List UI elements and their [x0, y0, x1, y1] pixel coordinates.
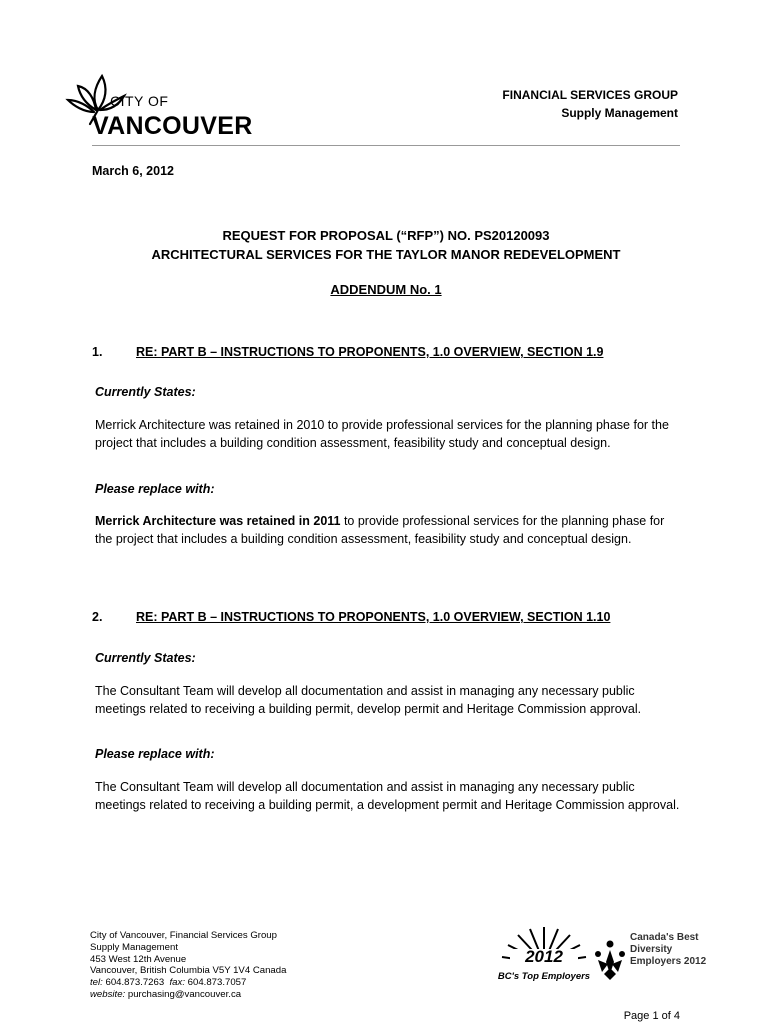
header-department: Supply Management: [561, 106, 678, 120]
bc-badge-year: 2012: [525, 947, 563, 966]
web-label: website:: [90, 988, 126, 1000]
diversity-figures-icon: [592, 938, 628, 982]
diversity-badge-text: [630, 932, 706, 968]
footer-phone-line: [90, 977, 286, 989]
section-2-currently-label: Currently States:: [95, 651, 196, 665]
footer-line-2: Supply Management: [90, 941, 178, 953]
section-2-currently-text: The Consultant Team will develop all documentation and assist in managing any necessary public meetings related to receiving a building permit, develop permit and Heritage Commission approval.: [95, 684, 642, 716]
rfp-subtitle: ARCHITECTURAL SERVICES FOR THE TAYLOR MANOR REDEVELOPMENT: [151, 247, 621, 262]
diversity-line-1: Canada's Best: [630, 932, 699, 943]
section-1-currently-text: Merrick Architecture was retained in 2010 to provide professional services for the planning phase for the project that includes a building condition assessment, feasibility study and conceptual design.: [95, 418, 669, 450]
bc-top-employers-badge: [492, 923, 596, 987]
footer-address: [90, 930, 286, 1001]
section-1-replace-text: [95, 512, 685, 548]
page-number: Page 1 of 4: [623, 1010, 680, 1022]
bc-badge-text: BC's Top Employers: [497, 971, 591, 982]
document-date: March 6, 2012: [92, 164, 174, 178]
tel-value: 604.873.7263: [105, 977, 165, 989]
section-2-replace-text: The Consultant Team will develop all documentation and assist in managing any necessary public meetings related to receiving a building permit, a development permit and Heritage Commission approval.: [95, 780, 680, 812]
section-2-heading: RE: PART B – INSTRUCTIONS TO PROPONENTS, 1.0 OVERVIEW, SECTION 1.10: [136, 610, 611, 624]
header-group: FINANCIAL SERVICES GROUP: [502, 88, 678, 102]
section-1-currently-label: Currently States:: [95, 385, 196, 399]
rfp-title: REQUEST FOR PROPOSAL (“RFP”) NO. PS20120093: [222, 228, 550, 243]
fax-label: fax:: [169, 977, 185, 989]
section-1-heading: RE: PART B – INSTRUCTIONS TO PROPONENTS, 1.0 OVERVIEW, SECTION 1.9: [136, 345, 604, 359]
fax-value: 604.873.7057: [187, 977, 247, 989]
header-divider: [92, 145, 680, 146]
footer-line-1: City of Vancouver, Financial Services Group: [90, 930, 277, 941]
section-2-number: 2.: [92, 610, 103, 624]
tel-label: tel:: [90, 977, 103, 989]
footer-line-3: 453 West 12th Avenue: [90, 953, 187, 965]
logo-city-of: CITY OF: [110, 93, 169, 109]
addendum-label: ADDENDUM No. 1: [330, 282, 442, 297]
header-department-block: [502, 86, 678, 122]
footer-web-line: [90, 989, 286, 1001]
logo-vancouver: VANCOUVER: [92, 112, 253, 140]
city-of-vancouver-logo: [64, 70, 254, 142]
diversity-line-3: Employers 2012: [630, 956, 707, 967]
web-value: purchasing@vancouver.ca: [127, 988, 242, 1000]
addendum-heading: [92, 282, 680, 297]
footer-line-4: Vancouver, British Columbia V5Y 1V4 Canada: [90, 965, 287, 977]
section-1-replace-label: Please replace with:: [95, 482, 215, 496]
section-1-number: 1.: [92, 345, 103, 359]
diversity-employers-badge: [592, 932, 722, 988]
section-1-replace-bold: Merrick Architecture was retained in 2011: [95, 514, 341, 528]
diversity-line-2: Diversity: [630, 944, 673, 955]
section-2-replace-label: Please replace with:: [95, 747, 215, 761]
section-1-replace-rest: to provide professional services for the planning phase for the project that includes a building condition assessment, feasibility study and conceptual design.: [95, 514, 665, 546]
